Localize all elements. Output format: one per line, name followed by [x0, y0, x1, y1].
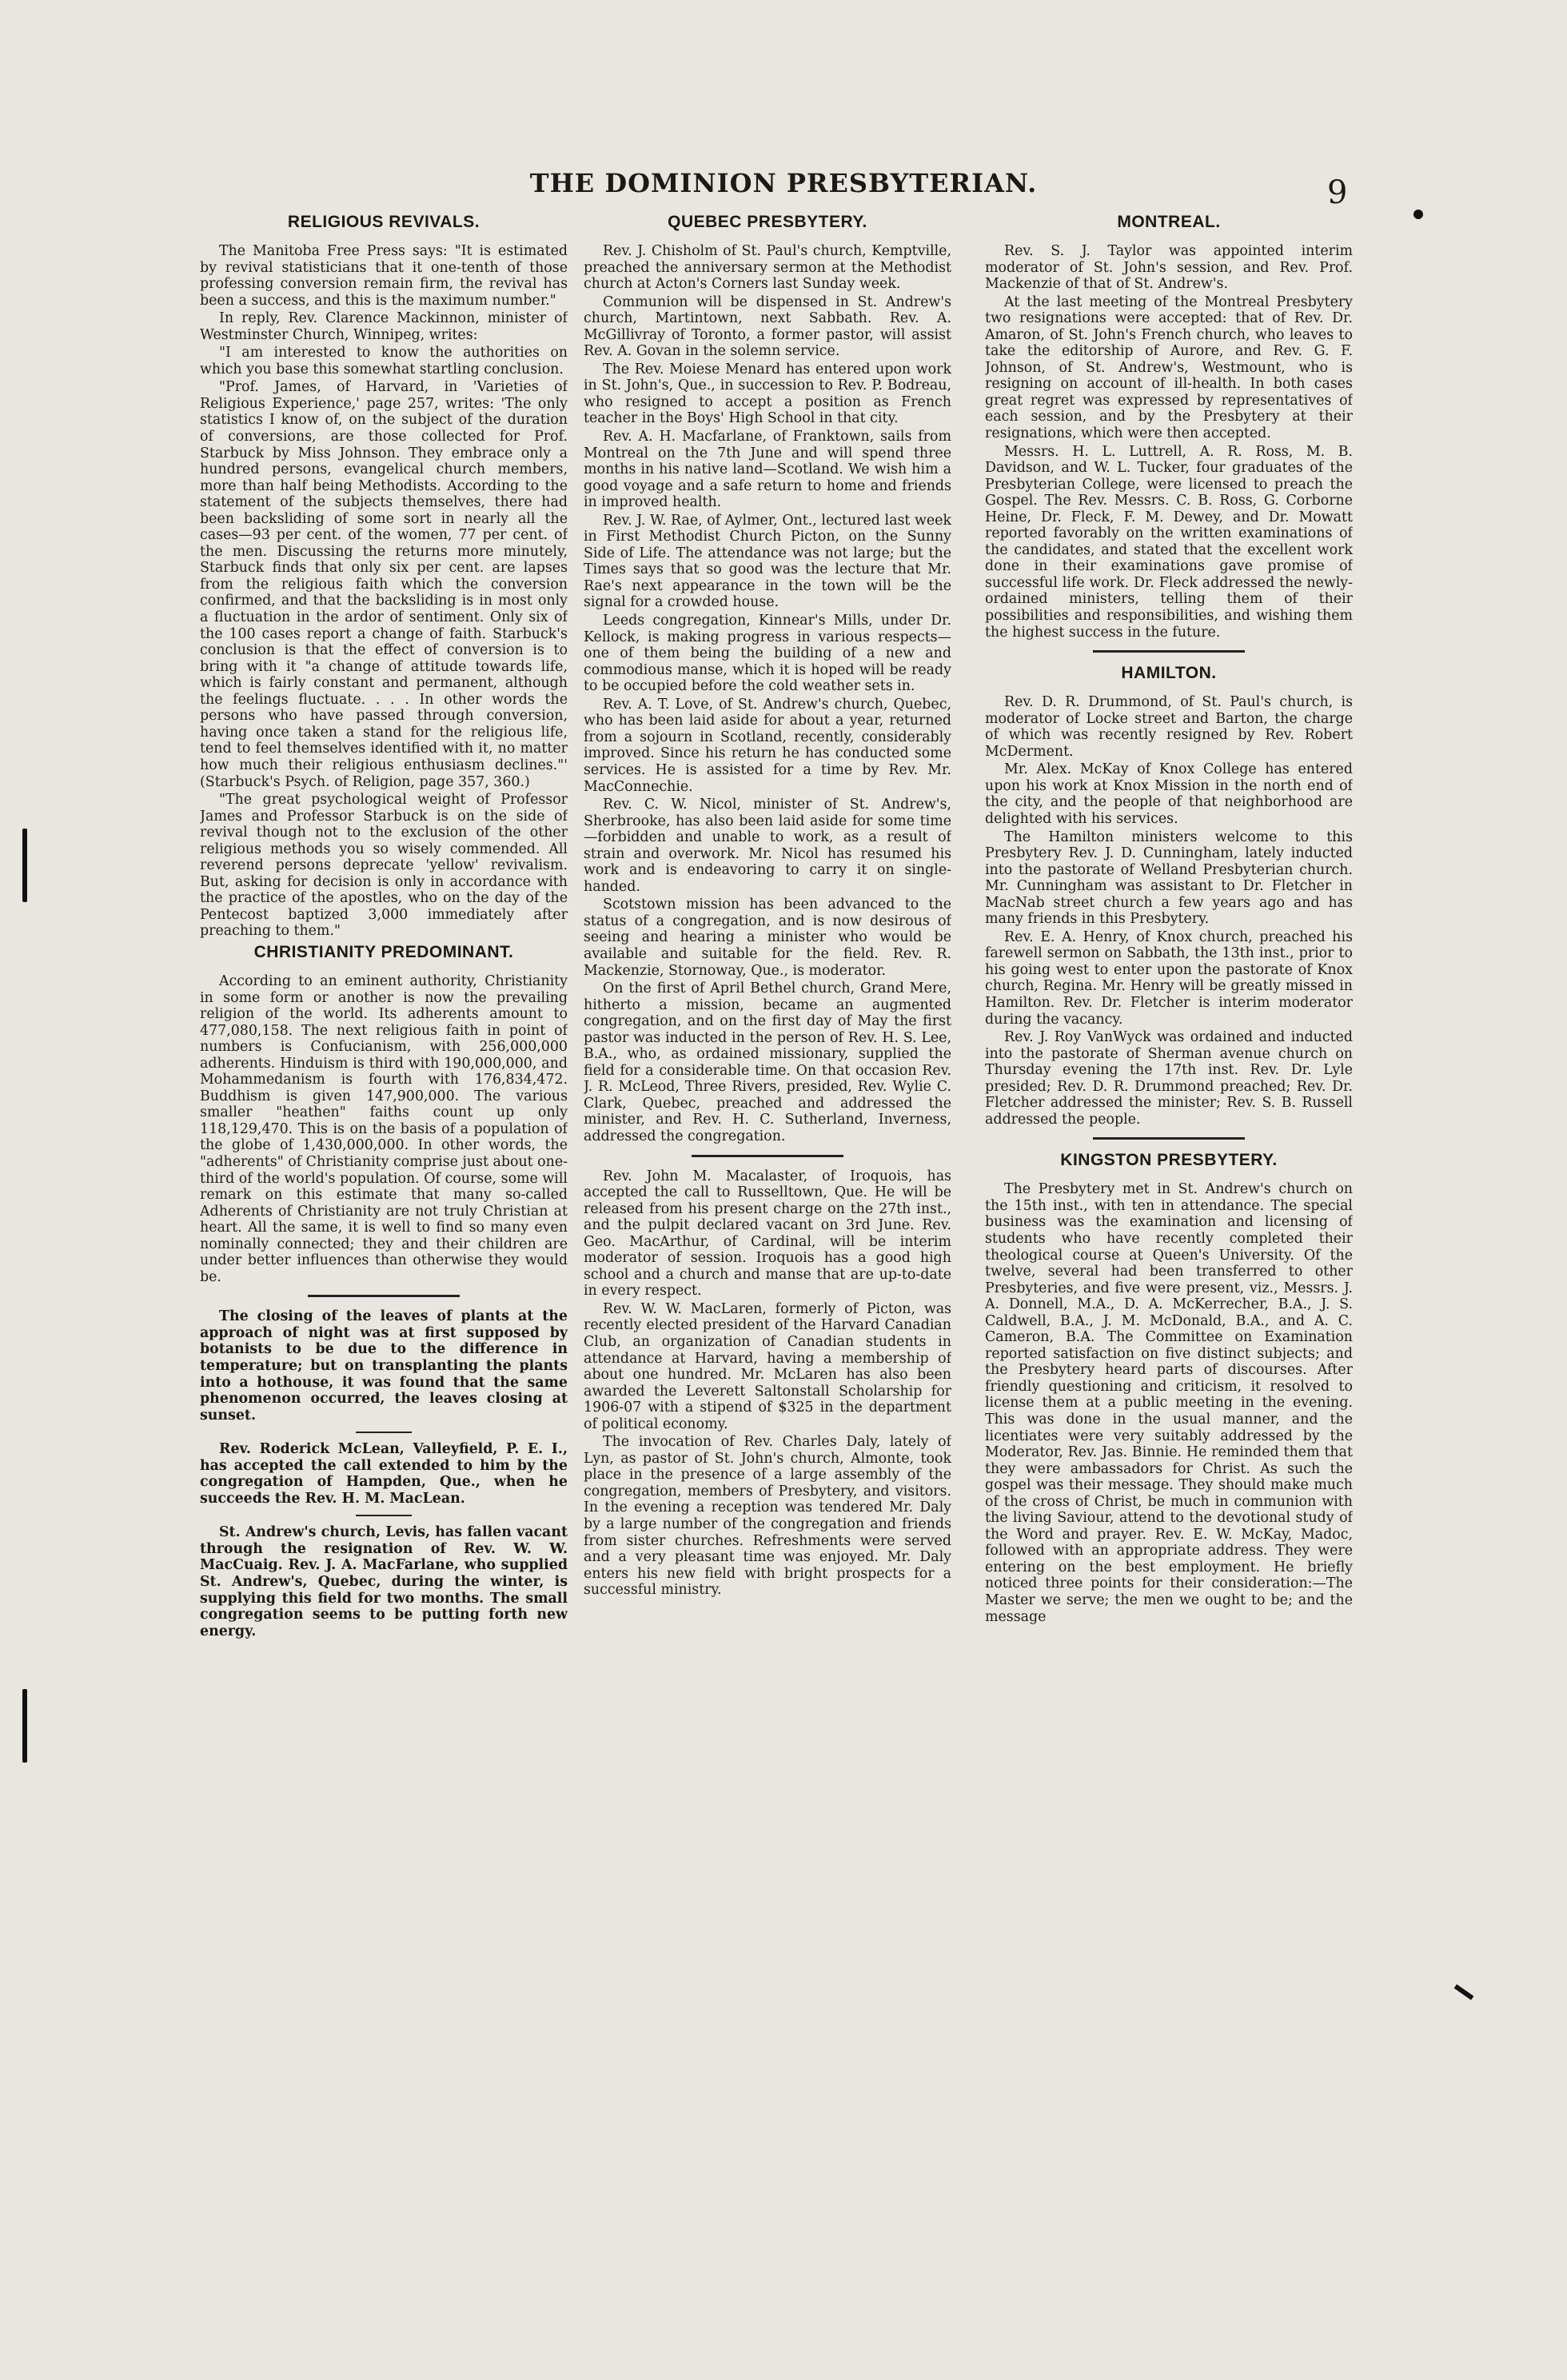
margin-mark	[22, 1689, 27, 1763]
section-heading: QUEBEC PRESBYTERY.	[668, 213, 867, 231]
article-paragraph: Messrs. H. L. Luttrell, A. R. Ross, M. B. Davidson, and W. L. Tucker, four graduates of the Presbyterian College, were licensed to preach the Gospel. The Rev. Messrs. C. B. Ross, G. Corborne Heine, Dr. Fleck, F. M. Dewey, and Dr. Mowatt reported favorably on the written examinations of the candidates, and stated that the excellent work done in their examinations gave promise of successful life work. Dr. Fleck addressed the newly-ordained ministers, telling them of their possibilities and responsibilities, and wishing them the highest success in the future.	[985, 443, 1353, 641]
article-paragraph: Rev. W. W. MacLaren, formerly of Picton, was recently elected president of the Harvard Canadian Club, an organization of Canadian students in attendance at Harvard, having a membership of about one hundred. Mr. McLaren has also been awarded the Leverett Saltonstall Scholarship for 1906-07 with a stipend of $325 in the department of political economy.	[584, 1300, 951, 1432]
article-paragraph: Rev. J. Chisholm of St. Paul's church, Kemptville, preached the anniversary sermon at the Methodist church at Acton's Corners last Sunday week.	[584, 243, 951, 293]
section-heading: MONTREAL.	[1117, 213, 1221, 231]
ink-dot	[1413, 210, 1423, 219]
article-paragraph: Rev. J. W. Rae, of Aylmer, Ont., lectured last week in First Methodist Church Picton, on the Sunny Side of Life. The attendance was not large; but the Times says that so good was the lecture that Mr. Rae's next appearance in the town will be the signal for a crowded house.	[584, 512, 951, 611]
article-paragraph: "The great psychological weight of Professor James and Professor Starbuck is on the side of revival though not to the exclusion of the other religious methods you so wisely commended. All reverend persons deprecate 'yellow' revivalism. But, asking for decision is only in accordance with the practice of the apostles, who on the day of the Pentecost baptized 3,000 immediately after preaching to them."	[200, 792, 568, 940]
article-paragraph: Leeds congregation, Kinnear's Mills, under Dr. Kellock, is making progress in various respects—one of them being the building of a new and commodious manse, which it is hoped will be ready to be occupied before the cold weather sets in.	[584, 613, 951, 695]
article-paragraph: Rev. John M. Macalaster, of Iroquois, has accepted the call to Russelltown, Que. He will be released from his present charge on the 27th inst., and the pulpit declared vacant on 3rd June. Rev. Geo. MacArthur, of Cardinal, will be interim moderator of session. Iroquois has a good high school and a church and manse that are up-to-date in every respect.	[584, 1168, 951, 1300]
article-paragraph: The invocation of Rev. Charles Daly, lately of Lyn, as pastor of St. John's church, Almonte, took place in the presence of a large assembly of the congregation, members of Presbytery, and visitors. In the evening a reception was tendered Mr. Daly by a large number of the congregation and friends from sister churches. Refreshments were served and a very pleasant time was enjoyed. Mr. Daly enters his new field with bright prospects for a successful ministry.	[584, 1434, 951, 1599]
divider-rule	[308, 1295, 460, 1297]
article-paragraph: Mr. Alex. McKay of Knox College has entered upon his work at Knox Mission in the north end of the city, and the people of that neighborhood are delighted with his services.	[985, 761, 1353, 827]
article-paragraph: On the first of April Bethel church, Grand Mere, hitherto a mission, became an augmented congregation, and on the first day of May the first pastor was inducted in the person of Rev. H. S. Lee, B.A., who, as ordained missionary, supplied the field for a considerable time. On that occasion Rev. J. R. McLeod, Three Rivers, presided, Rev. Wylie C. Clark, Quebec, preached and addressed the minister, and Rev. H. C. Sutherland, Inverness, addressed the congregation.	[584, 980, 951, 1144]
article-paragraph: The Manitoba Free Press says: "It is estimated by revival statisticians that it one-tenth of those professing conversion remain firm, the revival has been a success, and this is the maximum number."	[200, 243, 568, 309]
divider-rule	[1093, 650, 1245, 653]
section-heading: HAMILTON.	[1121, 664, 1217, 683]
article-paragraph: "Prof. James, of Harvard, in 'Varieties of Religious Experience,' page 257, writes: 'The only statistics I know of, on the subject of the duration of conversions, are those collected for Prof. Starbuck by Miss Johnson. They embrace only a hundred persons, evangelical church members, more than half being Methodists. According to the statement of the subjects themselves, there had been backsliding of some sort in nearly all the cases—93 per cent. of the women, 77 per cent. of the men. Discussing the returns more minutely, Starbuck finds that only six per cent. are lapses from the religious faith which the conversion confirmed, and that the backsliding is in most only a fluctuation in the ardor of sentiment. Only six of the 100 cases report a change of faith. Starbuck's conclusion is that the effect of conversion is to bring with it "a change of attitude towards life, which is fairly constant and permanent, although the feelings fluctuate. . . . In other words the persons who have passed through conversion, having once taken a stand for the religious life, tend to feel themselves identified with it, no matter how much their religious enthusiasm declines."' (Starbuck's Psych. of Religion, page 357, 360.)	[200, 379, 568, 790]
page-number: 9	[1327, 174, 1348, 211]
article-paragraph: At the last meeting of the Montreal Presbytery two resignations were accepted: that of Rev. Dr. Amaron, of St. John's French church, who leaves to take the editorship of Aurore, and Rev. G. F. Johnson, of St. Andrew's, Westmount, who is resigning on account of ill-health. In both cases great regret was expressed by representatives of each session, and by the Presbytery at their resignations, which were then accepted.	[985, 294, 1353, 442]
article-paragraph: Rev. S. J. Taylor was appointed interim moderator of St. John's session, and Rev. Prof. Mackenzie of that of St. Andrew's.	[985, 243, 1353, 293]
article-paragraph: "I am interested to know the authorities on which you base this somewhat startling conclusion.	[200, 345, 568, 377]
article-paragraph: Rev. D. R. Drummond, of St. Paul's church, is moderator of Locke street and Barton, the charge of which was recently resigned by Rev. Robert McDerment.	[985, 694, 1353, 760]
article-paragraph: The closing of the leaves of plants at the approach of night was at first supposed by botanists to be due to the difference in temperature; but on transplanting the plants into a hothouse, it was found that the same phenomenon occurred, the leaves closing at sunset.	[200, 1308, 568, 1424]
section-heading: KINGSTON PRESBYTERY.	[1060, 1151, 1278, 1170]
article-paragraph: Rev. C. W. Nicol, minister of St. Andrew's, Sherbrooke, has also been laid aside for some time—forbidden and unable to work, as a result of strain and overwork. Mr. Nicol has resumed his work and is endeavoring to carry it on single-handed.	[584, 797, 951, 895]
divider-rule	[1093, 1137, 1245, 1140]
article-paragraph: Rev. A. H. Macfarlane, of Franktown, sails from Montreal on the 7th June and will spend three months in his native land—Scotland. We wish him a good voyage and a safe return to home and friends in improved health.	[584, 429, 951, 511]
section-heading: CHRISTIANITY PREDOMINANT.	[253, 942, 514, 961]
article-paragraph: Communion will be dispensed in St. Andrew's church, Martintown, next Sabbath. Rev. A. McGillivray of Toronto, a former pastor, will assist Rev. A. Govan in the solemn service.	[584, 294, 951, 360]
divider-rule	[692, 1155, 843, 1157]
article-paragraph: The Hamilton ministers welcome to this Presbytery Rev. J. D. Cunningham, lately inducted into the pastorate of Welland Presbyterian church. Mr. Cunningham was assistant to Dr. Fletcher in MacNab street church a few years ago and has many friends in this Presbytery.	[985, 829, 1353, 928]
column-2	[584, 210, 951, 2257]
article-paragraph: Rev. A. T. Love, of St. Andrew's church, Quebec, who has been laid aside for about a year, returned from a sojourn in Scotland, recently, considerably improved. Since his return he has conducted some services. He is assisted for a time by Rev. Mr. MacConnechie.	[584, 696, 951, 795]
margin-mark	[1454, 1984, 1474, 2000]
margin-mark	[22, 829, 27, 902]
article-paragraph: Scotstown mission has been advanced to the status of a congregation, and is now desirous of seeing and hearing a minister who would be available and suitable for the field. Rev. R. Mackenzie, Stornoway, Que., is moderator.	[584, 896, 951, 979]
article-paragraph: According to an eminent authority, Christianity in some form or another is now the prevailing religion of the world. Its adherents amount to 477,080,158. The next religious faith in point of numbers is Confucianism, with 256,000,000 adherents. Hinduism is third with 190,000,000, and Mohammedanism is fourth with 176,834,472. Buddhism is given 147,900,000. The various smaller "heathen" faiths count up only 118,129,470. This is on the basis of a population of the globe of 1,430,000,000. In other words, the "adherents" of Christianity comprise just about one-third of the world's population. Of course, some will remark on this estimate that many so-called Adherents of Christianity are not truly Christian at heart. All the same, it is well to find so many even nominally connected; they and their children are under better influences than otherwise they would be.	[200, 972, 568, 1285]
column-1	[200, 210, 568, 2257]
section-heading: RELIGIOUS REVIVALS.	[287, 213, 480, 231]
divider-rule	[356, 1515, 412, 1516]
divider-rule	[356, 1432, 412, 1433]
article-paragraph: Rev. J. Roy VanWyck was ordained and inducted into the pastorate of Sherman avenue church on Thursday evening the 17th inst. Rev. Dr. Lyle presided; Rev. D. R. Drummond preached; Rev. Dr. Fletcher addressed the minister; Rev. S. B. Russell addressed the people.	[985, 1029, 1353, 1128]
article-paragraph: Rev. Roderick McLean, Valleyfield, P. E. I., has accepted the call extended to him by the congregation of Hampden, Que., when he succeeds the Rev. H. M. MacLean.	[200, 1441, 568, 1507]
article-paragraph: St. Andrew's church, Levis, has fallen vacant through the resignation of Rev. W. W. MacCuaig. Rev. J. A. MacFarlane, who supplied St. Andrew's, Quebec, during the winter, is supplying this field for two months. The small congregation seems to be putting forth new energy.	[200, 1524, 568, 1639]
masthead: THE DOMINION PRESBYTERIAN.	[529, 168, 1038, 198]
article-paragraph: Rev. E. A. Henry, of Knox church, preached his farewell sermon on Sabbath, the 13th inst., prior to his going west to enter upon the pastorate of Knox church, Regina. Mr. Henry will be greatly missed in Hamilton. Rev. Dr. Fletcher is interim moderator during the vacancy.	[985, 928, 1353, 1028]
article-paragraph: The Presbytery met in St. Andrew's church on the 15th inst., with ten in attendance. The special business was the examination and licensing of students who have recently completed their theological course at Queen's University. Of the twelve, several had been transferred to other Presbyteries, and five were present, viz., Messrs. J. A. Donnell, M.A., D. A. McKerrecher, B.A., J. S. Caldwell, B.A., J. M. McDonald, B.A., and A. C. Cameron, B.A. The Committee on Examination reported satisfaction on five distinct subjects; and the Presbytery heard parts of discourses. After friendly questioning and criticism, it resolved to license them at a public meeting in the evening. This was done in the usual manner, and the licentiates were very suitably addressed by the Moderator, Rev. Jas. Binnie. He reminded them that they were ambassadors for Christ. As such the gospel was their message. They should make much of the cross of Christ, be much in communion with the living Saviour, attend to the devotional study of the Word and prayer. Rev. E. W. McKay, Madoc, followed with an appropriate address. They were entering on the best employment. He briefly noticed three points for their consideration:—The Master we serve; the men we ought to be; and the message	[985, 1181, 1353, 1625]
column-3	[985, 210, 1353, 2257]
article-paragraph: In reply, Rev. Clarence Mackinnon, minister of Westminster Church, Winnipeg, writes:	[200, 310, 568, 343]
article-paragraph: The Rev. Moiese Menard has entered upon work in St. John's, Que., in succession to Rev. P. Bodreau, who resigned to accept a position as French teacher in the Boys' High School in that city.	[584, 361, 951, 427]
